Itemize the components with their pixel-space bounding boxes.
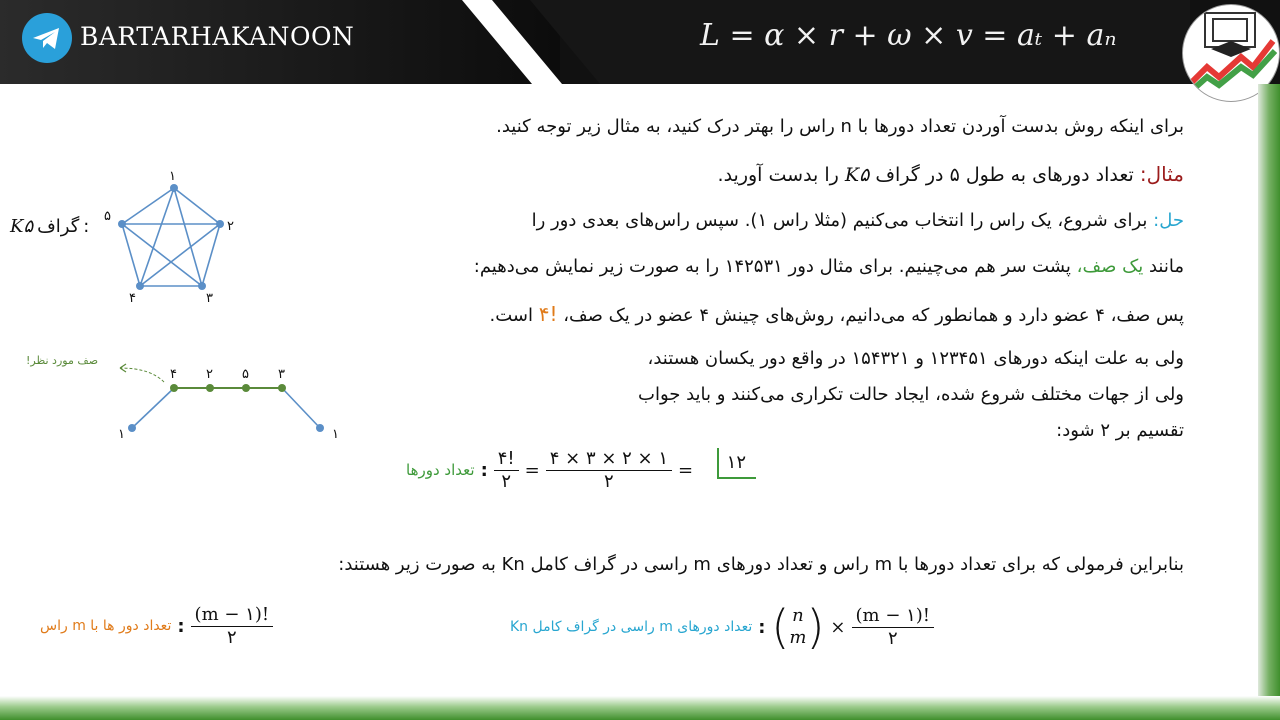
k5-label-4: ۴ xyxy=(129,291,136,306)
formula-cycles-label: تعداد دور ها با m راس xyxy=(40,618,172,635)
line5: ولی از جهات مختلف شروع شده، ایجاد حالت تکراری می‌کنند و باید جواب xyxy=(638,384,1184,405)
times-sign: × xyxy=(830,616,846,638)
factorial-highlight: !۴ xyxy=(538,302,558,326)
solution-text2a: مانند xyxy=(1148,256,1184,277)
fraction-1-den: ۲ xyxy=(501,470,512,492)
formula-complete-fraction xyxy=(852,605,935,649)
queue-label-4: ۳ xyxy=(278,367,285,382)
bottom-decor-bar xyxy=(0,696,1280,720)
queue-node-3 xyxy=(242,384,250,392)
binom-left-paren: ( xyxy=(771,600,790,654)
solution-label: حل: xyxy=(1153,210,1184,231)
k5-label-2: ۲ xyxy=(227,219,234,234)
line3-end: است. xyxy=(489,305,533,326)
queue-node-4 xyxy=(278,384,286,392)
k5-vertex-5 xyxy=(118,220,126,228)
brand-name: BARTARHAKANOON xyxy=(80,22,355,51)
graph-caption xyxy=(10,216,89,237)
fraction-2 xyxy=(546,448,672,492)
formula-cycles-num: (m − ۱)! xyxy=(191,604,274,627)
k5-vertex-2 xyxy=(216,220,224,228)
graph-caption-text: گراف xyxy=(37,216,80,237)
formula-cycles-colon: : xyxy=(177,615,185,637)
formula-complete-graph xyxy=(510,600,934,654)
k5-vertex-4 xyxy=(136,282,144,290)
result-value: ۱۲ xyxy=(726,452,746,473)
queue-node-1 xyxy=(170,384,178,392)
queue-node-2 xyxy=(206,384,214,392)
formula-complete-den: ۲ xyxy=(887,627,898,649)
count-equation xyxy=(406,448,739,492)
solution-text2c: پشت سر هم می‌چینیم. برای مثال دور ۱۴۲۵۳۱ را به صورت زیر نمایش می‌دهیم: xyxy=(473,256,1071,277)
solution-line1 xyxy=(532,210,1184,231)
line4: ولی به علت اینکه دورهای ۱۲۳۴۵۱ و ۱۵۴۳۲۱ در واقع دور یکسان هستند، xyxy=(647,348,1184,369)
queue-note: صف مورد نظر! xyxy=(26,354,99,367)
queue-end-left-label: ۱ xyxy=(118,427,125,442)
formula-complete-label: تعداد دورهای m راسی در گراف کامل Kn xyxy=(510,619,753,635)
example-graph-symbol: K۵ xyxy=(844,164,870,186)
graph-caption-colon: : xyxy=(83,216,90,237)
example-line xyxy=(718,162,1184,186)
queue-end-left xyxy=(128,424,136,432)
example-end: را بدست آورید. xyxy=(717,164,839,186)
queue-highlight: یک صف، xyxy=(1076,256,1144,277)
conclusion-text: بنابراین فرمولی که برای تعداد دورها با m راس و تعداد دورهای m راسی در گراف کامل Kn به صورت زیر هستند: xyxy=(338,554,1184,575)
formula-complete-num: (m − ۱)! xyxy=(852,605,935,628)
line3-text: پس صف، ۴ عضو دارد و همانطور که می‌دانیم، روش‌های چینش ۴ عضو در یک صف، xyxy=(563,305,1184,326)
k5-vertex-1 xyxy=(170,184,178,192)
fraction-2-den: ۲ xyxy=(604,470,614,492)
binom-bottom: m xyxy=(789,627,807,648)
binom-right-paren: ) xyxy=(806,600,825,654)
formula-cycles xyxy=(40,604,273,648)
fraction-1 xyxy=(494,448,519,492)
solution-line2 xyxy=(474,256,1184,277)
chalkboard-formula xyxy=(700,18,1117,53)
formula-cycles-fraction xyxy=(191,604,274,648)
queue-label-3: ۵ xyxy=(242,367,249,382)
line6: تقسیم بر ۲ شود: xyxy=(1056,420,1184,441)
queue-end-right-label: ۱ xyxy=(332,427,339,442)
queue-label-2: ۲ xyxy=(206,367,213,382)
line3 xyxy=(490,302,1185,326)
fraction-1-num: ۴! xyxy=(494,448,519,471)
solution-text1: برای شروع، یک راس را انتخاب می‌کنیم (مثلا راس ۱). سپس راس‌های بعدی دور را xyxy=(531,210,1148,231)
intro-text: برای اینکه روش بدست آوردن تعداد دورها با n راس را بهتر درک کنید، به مثال زیر توجه کنید. xyxy=(496,116,1184,137)
binomial xyxy=(771,600,825,654)
queue-end-right xyxy=(316,424,324,432)
equals-2: = xyxy=(678,459,694,481)
board-formula-text: L = α × r + ω × v = aₜ + aₙ xyxy=(700,18,1117,53)
k5-label-1: ۱ xyxy=(169,169,176,184)
example-text: تعداد دورهای به طول ۵ در گراف xyxy=(875,164,1134,186)
equals-1: = xyxy=(524,459,540,481)
count-label: تعداد دورها xyxy=(406,461,475,480)
colon: : xyxy=(480,459,488,481)
formula-complete-colon: : xyxy=(758,616,766,638)
telegram-icon[interactable] xyxy=(22,13,72,63)
right-decor-bar xyxy=(1258,84,1280,720)
k5-label-5: ۵ xyxy=(104,209,111,224)
queue-label-1: ۴ xyxy=(170,367,177,382)
graph-caption-symbol: K۵ xyxy=(10,216,34,237)
formula-cycles-den: ۲ xyxy=(226,626,237,648)
fraction-2-num: ۴ × ۳ × ۲ × ۱ xyxy=(546,448,672,471)
example-label: مثال: xyxy=(1139,162,1184,186)
k5-vertex-3 xyxy=(198,282,206,290)
binom-top: n xyxy=(792,604,804,626)
k5-label-3: ۳ xyxy=(206,291,213,306)
header-banner xyxy=(0,0,1280,84)
